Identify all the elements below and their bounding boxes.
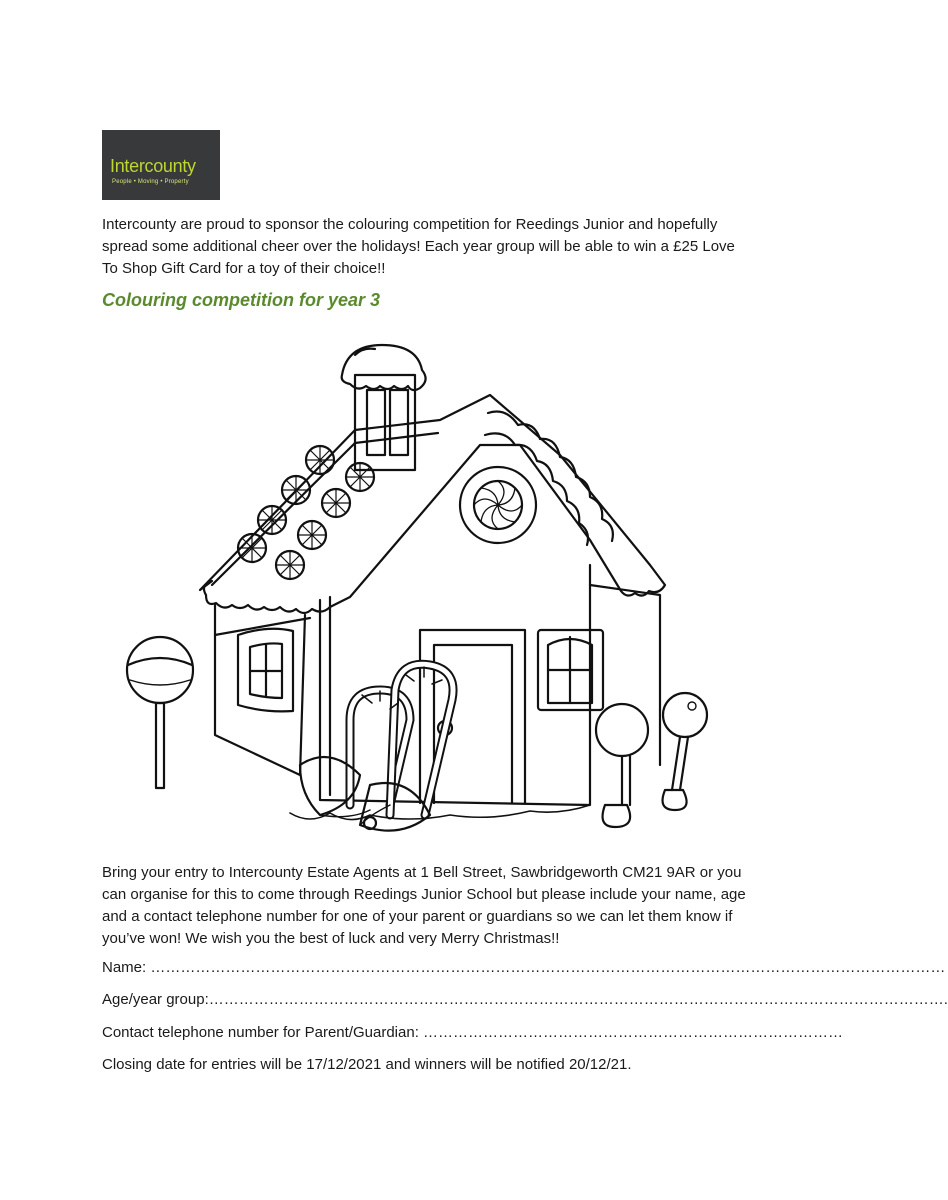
phone-label: Contact telephone number for Parent/Guardian: bbox=[102, 1024, 419, 1041]
age-dotted-line[interactable]: …………………………………………………………………………………………………………………………………. bbox=[208, 991, 948, 1008]
age-label: Age/year group: bbox=[102, 991, 209, 1008]
gingerbread-house-illustration bbox=[120, 335, 720, 855]
phone-dotted-line[interactable]: ………………………………………………………………………… bbox=[423, 1024, 844, 1041]
ground-line bbox=[290, 805, 590, 820]
name-field[interactable] bbox=[102, 957, 945, 979]
name-dotted-line[interactable]: …………………………………………………………………………………………………………………………………………… bbox=[150, 959, 946, 976]
round-window bbox=[460, 467, 536, 543]
competition-heading: Colouring competition for year 3 bbox=[102, 290, 381, 310]
phone-field[interactable] bbox=[102, 1022, 843, 1044]
chimney bbox=[342, 345, 426, 470]
front-window bbox=[538, 630, 603, 710]
intro-paragraph: Intercounty are proud to sponsor the colouring competition for Reedings Junior and hopefully spread some additional cheer over the holidays! Each year group will be able to win a £25 Love To Shop Gift Card for a toy of their choice!! bbox=[102, 216, 735, 277]
candy-canes bbox=[350, 664, 453, 815]
closing-date-text: Closing date for entries will be 17/12/2021 and winners will be notified 20/12/21. bbox=[102, 1056, 632, 1073]
age-field[interactable] bbox=[102, 989, 948, 1011]
right-lollipops bbox=[596, 693, 707, 827]
roof-candies bbox=[238, 446, 374, 579]
intercounty-logo bbox=[102, 130, 220, 200]
side-window bbox=[238, 629, 293, 712]
left-lollipop bbox=[127, 637, 193, 788]
name-label: Name: bbox=[102, 959, 147, 976]
logo-name: Intercounty bbox=[110, 156, 196, 176]
instructions-paragraph: Bring your entry to Intercounty Estate Agents at 1 Bell Street, Sawbridgeworth CM21 9AR or you can organise for this to come through Reedings Junior School but please include your name, age and a contact telephone number for one of your parent or guardians so we can let them know if you’ve won! We wish you the best of luck and very Merry Christmas!! bbox=[102, 864, 746, 947]
roof bbox=[200, 395, 665, 613]
logo-tagline: People • Moving • Property bbox=[112, 179, 189, 185]
